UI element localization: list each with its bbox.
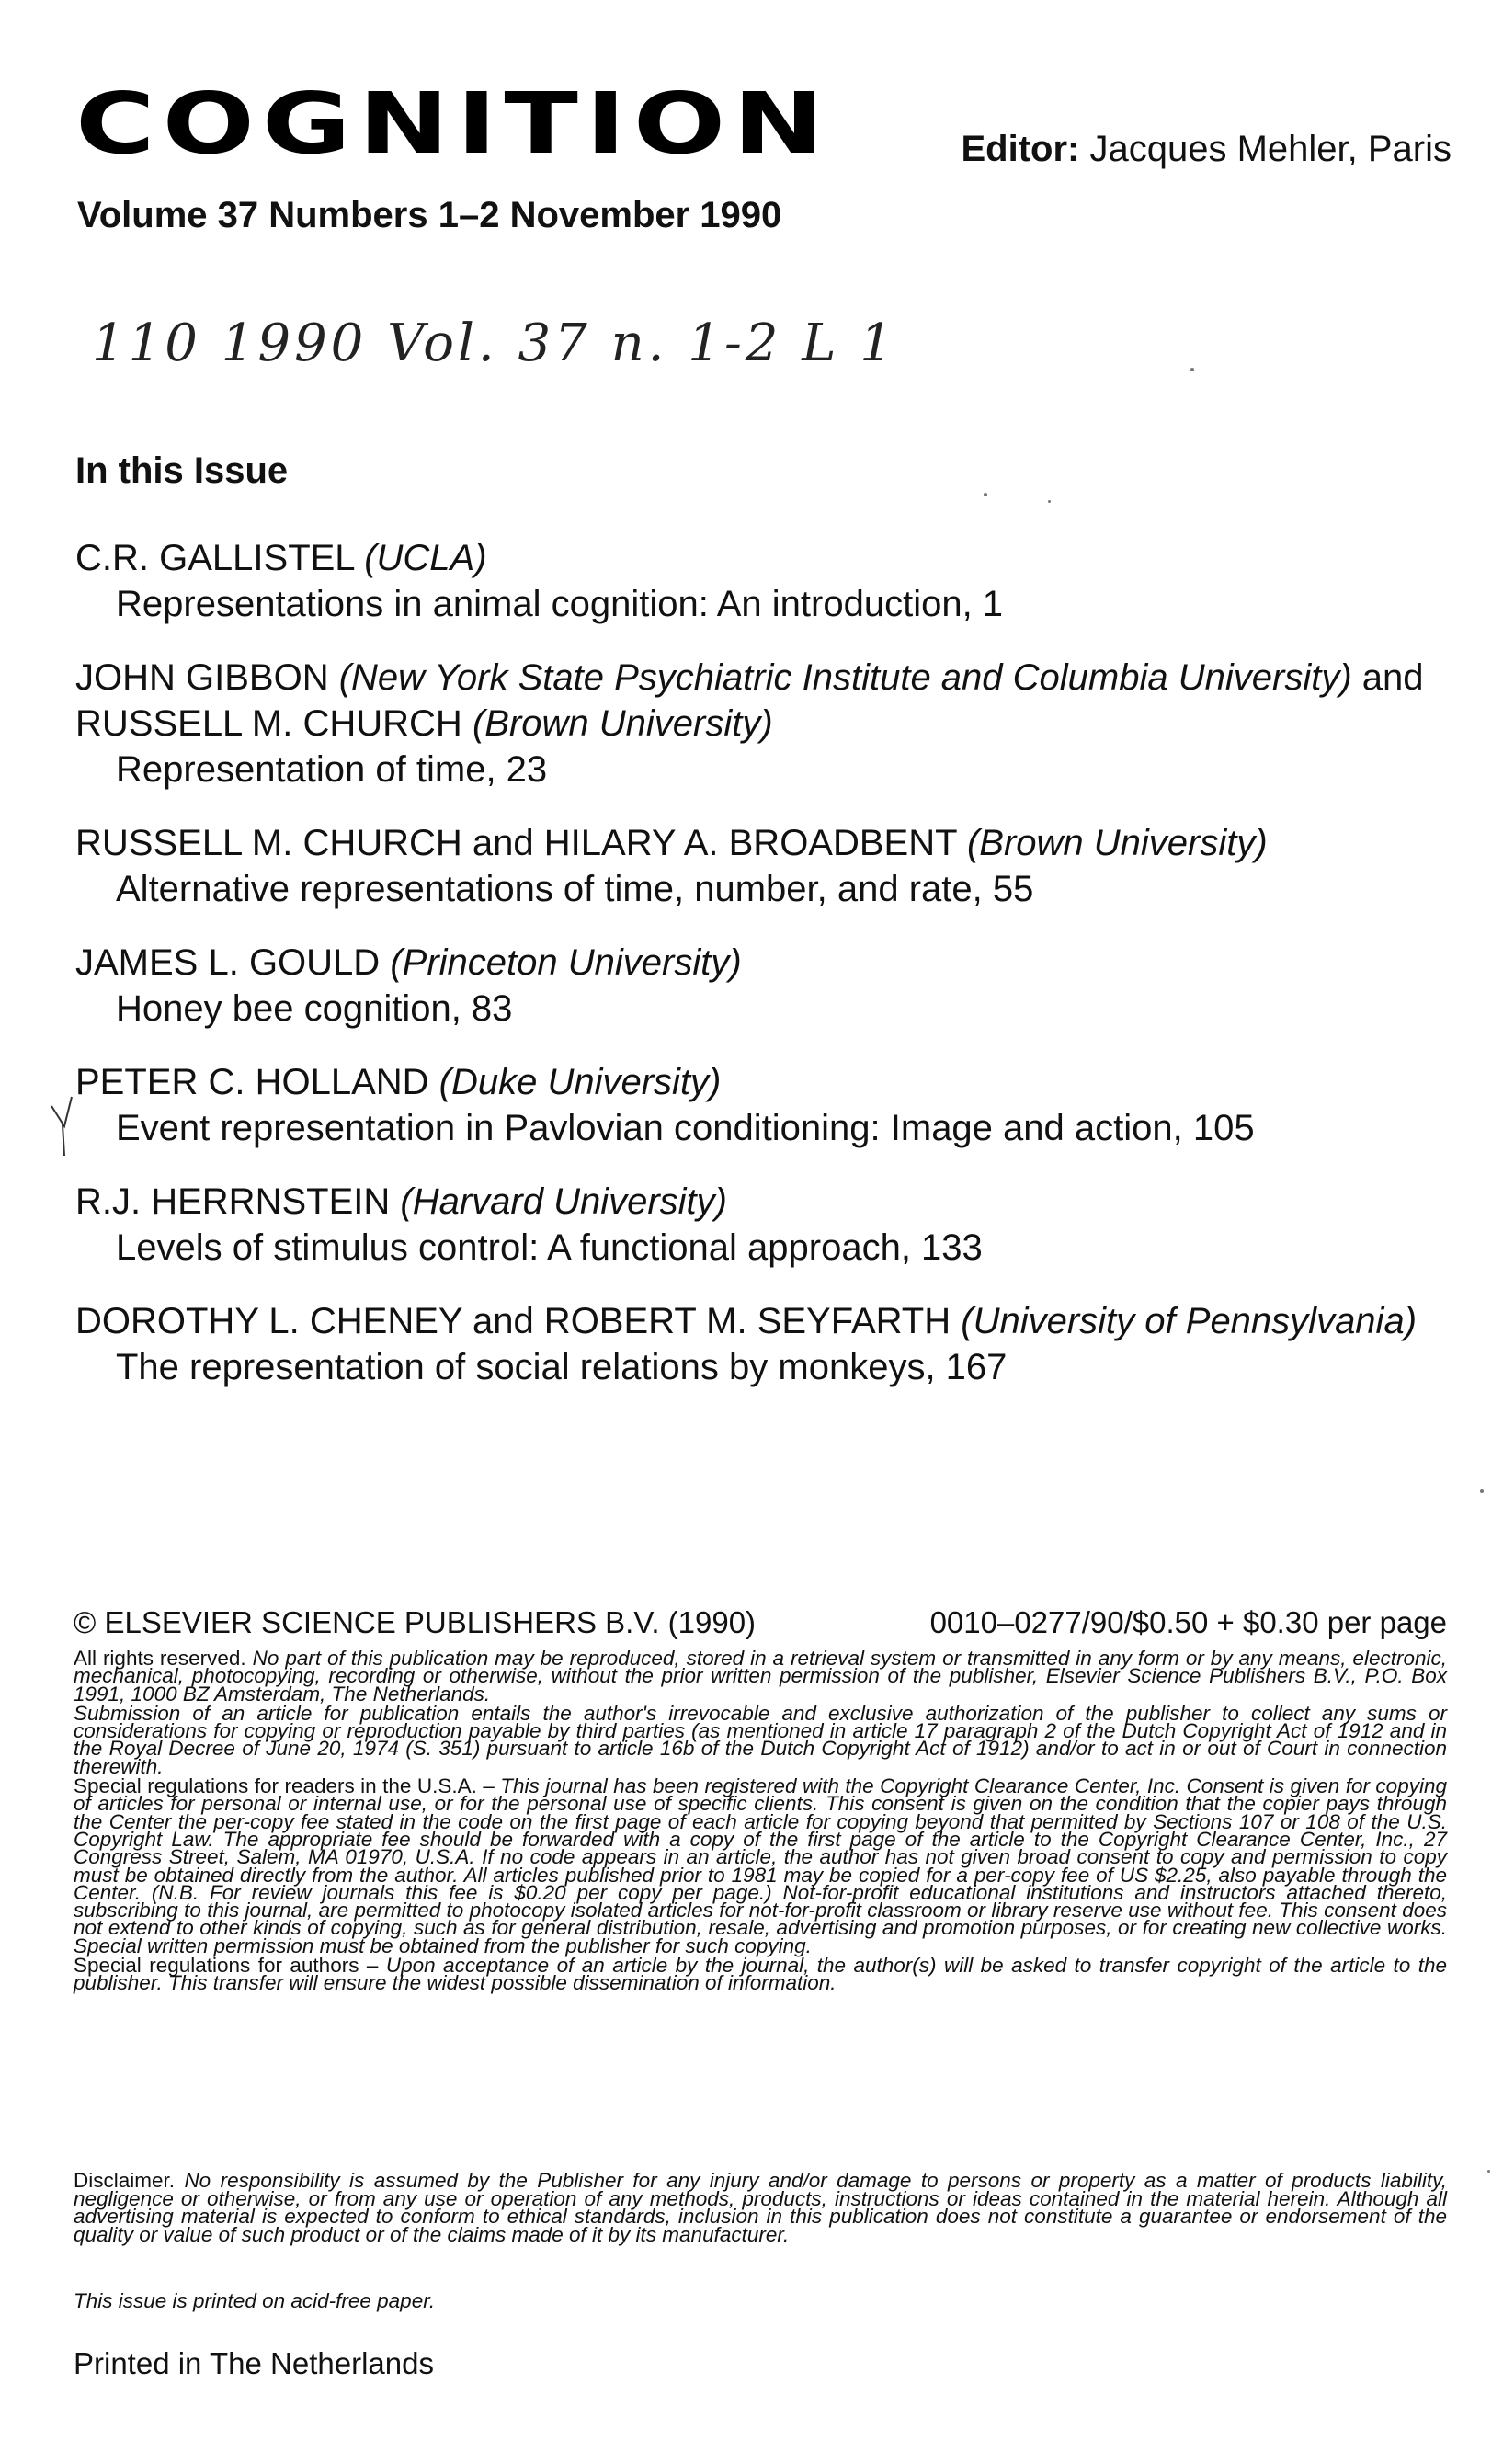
article-authors bbox=[75, 655, 1454, 701]
article-entry bbox=[75, 1059, 1454, 1151]
article-list bbox=[75, 535, 1454, 1418]
author-regulations bbox=[74, 1954, 1447, 1995]
author-name: RUSSELL M. CHURCH bbox=[75, 703, 462, 744]
editor-label: Editor: bbox=[961, 129, 1080, 169]
acid-free-note: This issue is printed on acid-free paper. bbox=[74, 2289, 436, 2312]
article-title: Representation of time, 23 bbox=[116, 749, 548, 790]
rights-text: No part of this publication may be reproduced, stored in a retrieval system or transmitted in any form or by any means, electronic, mechanical, photocopying, recording or otherwise, without the prior written permission of the publisher, Elsevier Science Publishers B.V., P.O. Box 1991, 1000 BZ Amsterdam, The Netherlands. bbox=[74, 1647, 1447, 1705]
article-title: Levels of stimulus control: A functional approach, 133 bbox=[116, 1227, 983, 1268]
copyright-row bbox=[74, 1605, 1447, 1640]
author-name: DOROTHY L. CHENEY and ROBERT M. SEYFARTH bbox=[75, 1301, 951, 1341]
author-affiliation: (Princeton University) bbox=[390, 942, 742, 983]
authors-text: Upon acceptance of an article by the journal, the author(s) will be asked to transfer copyright of the article to the publisher. This transfer will ensure the widest possible dissemination of information. bbox=[74, 1954, 1447, 1995]
handwritten-call-number bbox=[92, 303, 1195, 386]
author-name: RUSSELL M. CHURCH and HILARY A. BROADBENT bbox=[75, 823, 957, 863]
author-affiliation: (Duke University) bbox=[438, 1062, 722, 1102]
scan-speck bbox=[984, 493, 987, 496]
article-authors bbox=[75, 940, 1454, 986]
article-authors-cont bbox=[75, 701, 1454, 747]
disclaimer-lead: Disclaimer. bbox=[74, 2169, 176, 2192]
section-title: In this Issue bbox=[75, 451, 289, 491]
legal-notice bbox=[74, 1649, 1447, 1994]
article-entry bbox=[75, 655, 1454, 793]
rights-lead: All rights reserved. bbox=[74, 1647, 246, 1670]
copyright-publisher: © ELSEVIER SCIENCE PUBLISHERS B.V. (1990) bbox=[74, 1605, 757, 1639]
author-affiliation: (University of Pennsylvania) bbox=[961, 1301, 1418, 1341]
usa-lead: Special regulations for readers in the U.S.A. – bbox=[74, 1774, 495, 1798]
scan-speck bbox=[1480, 1489, 1484, 1493]
article-entry bbox=[75, 535, 1454, 627]
journal-logo: COGNITION bbox=[75, 74, 831, 173]
article-title: Alternative representations of time, number, and rate, 55 bbox=[116, 869, 1034, 909]
rights-reserved bbox=[74, 1649, 1447, 1703]
article-title: Honey bee cognition, 83 bbox=[116, 988, 513, 1029]
author-name: JOHN GIBBON bbox=[75, 657, 329, 698]
scan-speck bbox=[1048, 500, 1051, 503]
authors-lead: Special regulations for authors – bbox=[74, 1954, 379, 1978]
author-name: C.R. GALLISTEL bbox=[75, 538, 355, 578]
printed-in: Printed in The Netherlands bbox=[74, 2346, 434, 2380]
scan-speck bbox=[1487, 2170, 1490, 2173]
usa-text: This journal has been registered with the Copyright Clearance Center, Inc. Consent is given for copying of articles for personal or internal use, or for the personal use of specific clients. This consent is given on the condition that the copier pays through the Center the per-copy fee stated in the code on the first page of each article for copying beyond that permitted by Sections 107 or 108 of the U.S. Copyright Law. The appropriate fee should be forwarded with a copy of the first page of the article to the Copyright Clearance Center, Inc., 27 Congress Street, Salem, MA 01970, U.S.A. If no code appears in an article, the author has not given broad consent to copy and permission to copy must be obtained directly from the author. All articles published prior to 1981 may be copied for a per-copy fee of US $2.25, also payable through the Center. (N.B. For review journals this fee is $0.20 per copy per page.) Not-for-profit educational institutions and instructors attached thereto, subscribing to this journal, are permitted to photocopy isolated articles for not-for-profit classroom or library reserve use without fee. This consent does not extend to other kinds of copying, such as for general distribution, resale, advertising and promotion purposes, or for creating new collective works. Special written permission must be obtained from the publisher for such copying. bbox=[74, 1774, 1447, 1957]
article-entry bbox=[75, 820, 1454, 912]
author-affiliation: (Harvard University) bbox=[400, 1181, 727, 1222]
article-authors bbox=[75, 1059, 1454, 1105]
article-authors bbox=[75, 820, 1454, 866]
handwritten-check-icon bbox=[46, 1089, 83, 1163]
editor-name: Jacques Mehler, Paris bbox=[1089, 129, 1452, 169]
copyright-code: 0010–0277/90/$0.50 + $0.30 per page bbox=[929, 1605, 1447, 1639]
author-name: R.J. HERRNSTEIN bbox=[75, 1181, 391, 1222]
article-authors bbox=[75, 535, 1454, 581]
scan-speck bbox=[1190, 368, 1194, 371]
submission-text: Submission of an article for publication entails the author's irrevocable and exclusive authorization of the publisher to collect any sums or considerations for copying or reproduction payable by third parties (as mentioned in article 17 paragraph 2 of the Dutch Copyright Act of 1912 and in the Royal Decree of June 20, 1974 (S. 351) pursuant to article 16b of the Dutch Copyright Act of 1912) and/or to act in or out of Court in connection therewith. bbox=[74, 1701, 1447, 1778]
handwritten-note-text: 110 1990 Vol. 37 n. 1-2 L 1 bbox=[92, 314, 896, 373]
article-authors bbox=[75, 1298, 1454, 1344]
author-name: PETER C. HOLLAND bbox=[75, 1062, 429, 1102]
article-entry bbox=[75, 940, 1454, 1032]
usa-regulations bbox=[74, 1774, 1447, 1957]
author-affiliation: (Brown University) bbox=[472, 703, 773, 744]
article-title: Representations in animal cognition: An introduction, 1 bbox=[116, 584, 1004, 624]
article-title: Event representation in Pavlovian conditioning: Image and action, 105 bbox=[116, 1108, 1255, 1148]
article-authors bbox=[75, 1179, 1454, 1225]
article-entry bbox=[75, 1179, 1454, 1271]
editor-line bbox=[961, 129, 1452, 170]
article-entry bbox=[75, 1298, 1454, 1390]
author-affiliation: (New York State Psychiatric Institute and Columbia University) bbox=[338, 657, 1352, 698]
author-affiliation: (UCLA) bbox=[364, 538, 487, 578]
disclaimer-text: No responsibility is assumed by the Publisher for any injury and/or damage to persons or property as a matter of products liability, negligence or otherwise, or from any use or operation of any methods, products, instructions or ideas contained in the material herein. Although all advertising material is expected to conform to ethical standards, inclusion in this publication does not constitute a guarantee or endorsement of the quality or value of such product or of the claims made of it by its manufacturer. bbox=[74, 2169, 1447, 2246]
disclaimer bbox=[74, 2169, 1447, 2246]
article-title: The representation of social relations by monkeys, 167 bbox=[116, 1347, 1008, 1387]
volume-line: Volume 37 Numbers 1–2 November 1990 bbox=[77, 195, 782, 235]
author-connector: and bbox=[1361, 657, 1424, 698]
author-affiliation: (Brown University) bbox=[966, 823, 1268, 863]
author-name: JAMES L. GOULD bbox=[75, 942, 381, 983]
